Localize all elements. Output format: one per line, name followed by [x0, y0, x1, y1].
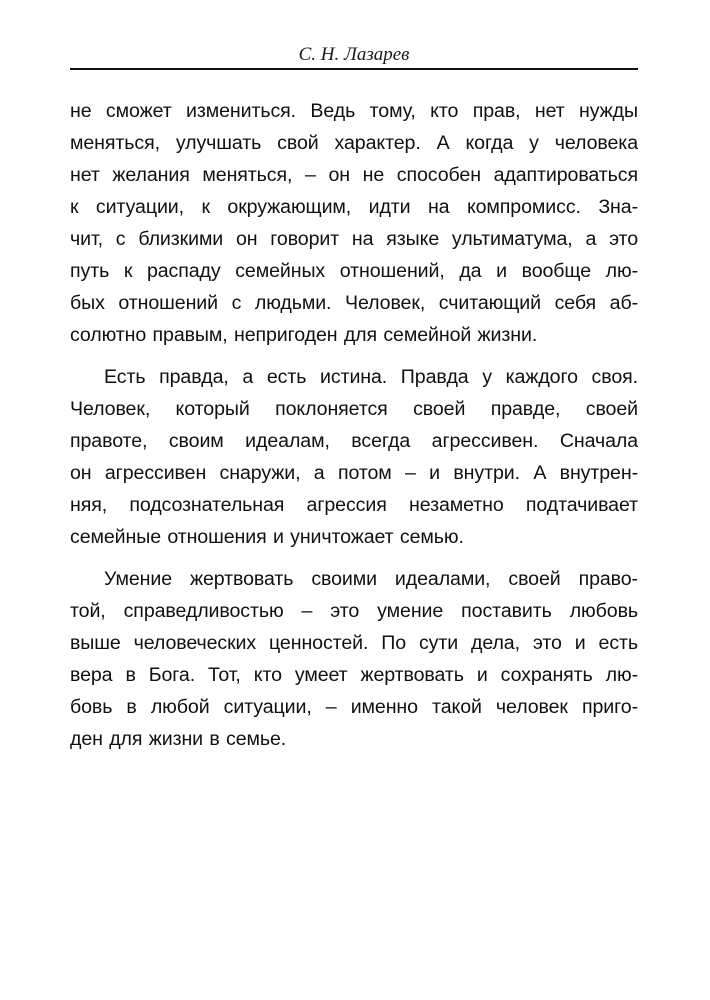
- text-line: ден для жизни в семье.: [70, 728, 287, 750]
- text-line: он агрессивен снаружи, а потом – и внутри. А внутрен-: [70, 462, 638, 484]
- text-line: Есть правда, а есть истина. Правда у каждого своя.: [104, 366, 638, 388]
- text-line: правоте, своим идеалам, всегда агрессивен. Сначала: [70, 430, 638, 452]
- text-line: няя, подсознательная агрессия незаметно подтачивает: [70, 494, 638, 516]
- text-line: нет желания меняться, – он не способен адаптироваться: [70, 164, 638, 186]
- text-line: выше человеческих ценностей. По сути дела, это и есть: [70, 632, 638, 654]
- running-head-author: С. Н. Лазарев: [298, 44, 410, 65]
- text-line: Умение жертвовать своими идеалами, своей право-: [104, 568, 638, 590]
- paragraph-2: [70, 361, 638, 553]
- text-line: бых отношений с людьми. Человек, считающий себя аб-: [70, 292, 638, 314]
- text-line: не сможет измениться. Ведь тому, кто прав, нет нужды: [70, 100, 638, 122]
- header-rule: [70, 68, 638, 70]
- text-line: чит, с близкими он говорит на языке ультиматума, а это: [70, 228, 638, 250]
- text-line: солютно правым, непригоден для семейной жизни.: [70, 324, 538, 346]
- text-line: той, справедливостью – это умение поставить любовь: [70, 600, 638, 622]
- body-text: [70, 95, 638, 755]
- text-line: меняться, улучшать свой характер. А когда у человека: [70, 132, 638, 154]
- text-line: семейные отношения и уничтожает семью.: [70, 526, 464, 548]
- text-line: вера в Бога. Тот, кто умеет жертвовать и сохранять лю-: [70, 664, 638, 686]
- text-line: Человек, который поклоняется своей правде, своей: [70, 398, 638, 420]
- text-line: путь к распаду семейных отношений, да и вообще лю-: [70, 260, 638, 282]
- text-line: к ситуации, к окружающим, идти на компромисс. Зна-: [70, 196, 638, 218]
- text-line: бовь в любой ситуации, – именно такой человек приго-: [70, 696, 638, 718]
- paragraph-1: [70, 95, 638, 351]
- paragraph-3: [70, 563, 638, 755]
